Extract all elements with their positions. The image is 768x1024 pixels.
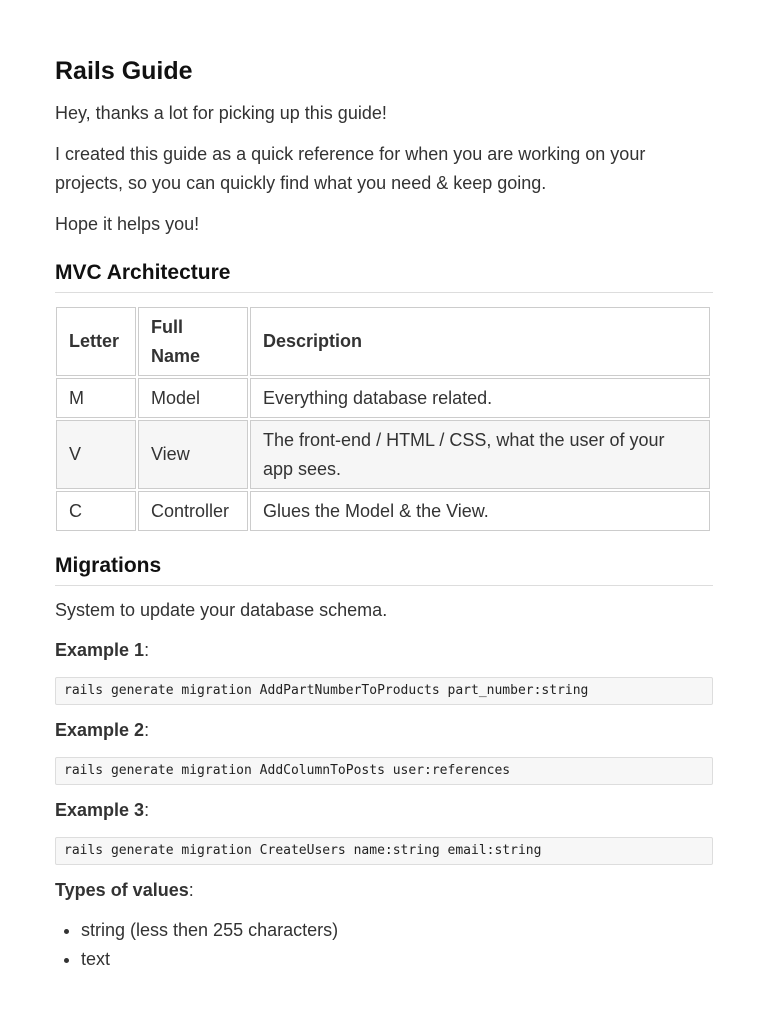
mvc-header-letter: Letter: [56, 307, 136, 376]
mvc-table-header-row: [56, 307, 710, 376]
migrations-description: System to update your database schema.: [55, 600, 388, 620]
mvc-header-full-name: Full Name: [138, 307, 248, 376]
table-row: [56, 491, 710, 531]
example-3-code-block: rails generate migration CreateUsers name:string email:string: [55, 837, 713, 865]
mvc-cell-description: Everything database related.: [250, 378, 710, 418]
list-item: • text: [81, 945, 713, 974]
types-list: [55, 916, 713, 974]
table-row: [56, 378, 710, 418]
types-heading: [55, 876, 713, 905]
example-1-colon: :: [144, 640, 150, 660]
list-item: • string (less then 255 characters): [81, 916, 713, 945]
mvc-heading: MVC Architecture: [55, 259, 713, 293]
intro-paragraph-3: Hope it helps you!: [55, 214, 200, 234]
example-3-label: Example 3: [55, 800, 145, 820]
mvc-cell-letter: C: [56, 491, 136, 531]
mvc-cell-name: Controller: [138, 491, 248, 531]
mvc-cell-letter: M: [56, 378, 136, 418]
example-2-label: Example 2: [55, 720, 145, 740]
intro-paragraph-1: Hey, thanks a lot for picking up this guide!: [55, 103, 387, 123]
intro-paragraph-2: I created this guide as a quick reference for when you are working on your projects, so you can quickly find what you need & keep going.: [55, 144, 646, 193]
mvc-cell-letter: V: [56, 420, 136, 489]
table-row: [56, 420, 710, 489]
mvc-table: [54, 305, 712, 533]
mvc-cell-name: View: [138, 420, 248, 489]
example-1-label: Example 1: [55, 640, 145, 660]
mvc-header-description: Description: [250, 307, 710, 376]
types-colon: :: [188, 880, 194, 900]
example-2-code-block: rails generate migration AddColumnToPosts user:references: [55, 757, 713, 785]
example-3-heading: [55, 796, 713, 825]
migrations-heading: Migrations: [55, 552, 713, 586]
example-2-heading: [55, 716, 713, 745]
mvc-cell-description: Glues the Model & the View.: [250, 491, 710, 531]
example-1-heading: [55, 636, 713, 665]
types-label: Types of values: [55, 880, 189, 900]
example-2-colon: :: [144, 720, 150, 740]
example-1-code-block: rails generate migration AddPartNumberToProducts part_number:string: [55, 677, 713, 705]
example-3-colon: :: [144, 800, 150, 820]
mvc-cell-name: Model: [138, 378, 248, 418]
page-title: Rails Guide: [55, 57, 193, 85]
mvc-cell-description: The front-end / HTML / CSS, what the user of your app sees.: [250, 420, 710, 489]
